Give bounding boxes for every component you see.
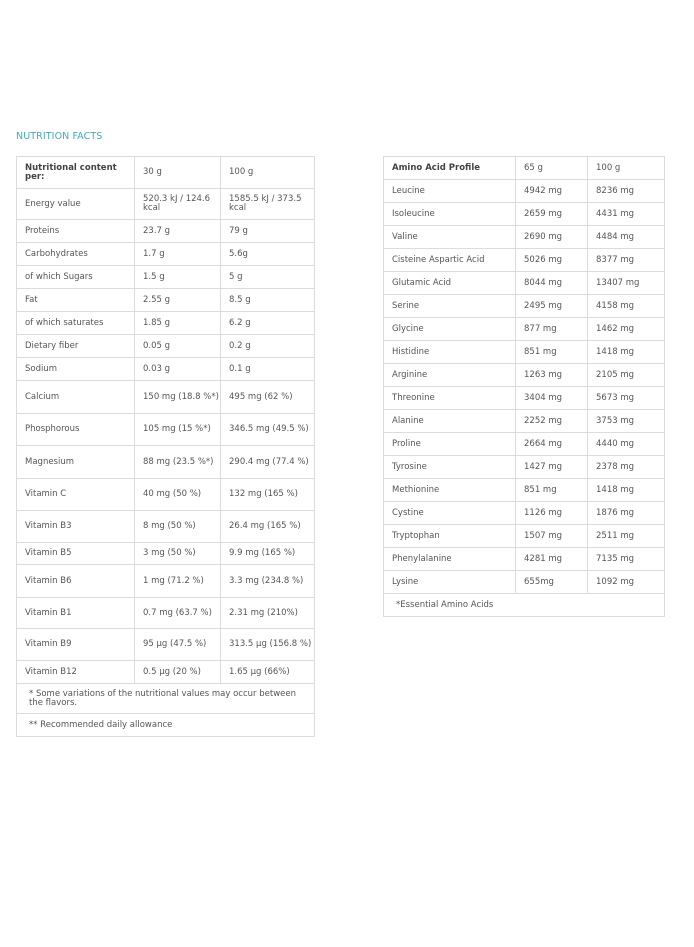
nutrient-name: Fat: [17, 289, 135, 312]
nutrient-name: Vitamin B9: [17, 629, 135, 661]
value-100g: 2.31 mg (210%): [221, 598, 315, 629]
value-100g: 4440 mg: [588, 433, 665, 456]
value-65g: 1263 mg: [516, 364, 588, 387]
nutrient-name: of which saturates: [17, 312, 135, 335]
table-row: [384, 571, 665, 594]
serving-30g-header: 30 g: [135, 157, 221, 189]
nutrient-name: Vitamin B6: [17, 565, 135, 598]
table-row: [17, 479, 315, 511]
table-row: [384, 387, 665, 410]
value-30g: 0.03 g: [135, 358, 221, 381]
serving-100g-header: 100 g: [221, 157, 315, 189]
serving-65g-header: 65 g: [516, 157, 588, 180]
amino-acid-name: Cisteine Aspartic Acid: [384, 249, 516, 272]
value-100g: 26.4 mg (165 %): [221, 511, 315, 543]
nutrient-name: Energy value: [17, 189, 135, 220]
value-100g: 8236 mg: [588, 180, 665, 203]
value-100g: 1418 mg: [588, 341, 665, 364]
value-100g: 9.9 mg (165 %): [221, 543, 315, 565]
value-100g: 5.6g: [221, 243, 315, 266]
value-65g: 2659 mg: [516, 203, 588, 226]
amino-acid-name: Cystine: [384, 502, 516, 525]
table-row: [384, 502, 665, 525]
value-100g: 2511 mg: [588, 525, 665, 548]
value-100g: 3753 mg: [588, 410, 665, 433]
value-30g: 1.5 g: [135, 266, 221, 289]
value-65g: 1427 mg: [516, 456, 588, 479]
nutrient-name: Vitamin B3: [17, 511, 135, 543]
table-row: [384, 226, 665, 249]
value-100g: 13407 mg: [588, 272, 665, 295]
amino-acid-name: Glycine: [384, 318, 516, 341]
nutrient-name: Vitamin C: [17, 479, 135, 511]
table-row: [384, 525, 665, 548]
value-65g: 1507 mg: [516, 525, 588, 548]
nutrient-name: Phosphorous: [17, 414, 135, 446]
table-row: [17, 243, 315, 266]
footnote-row: [17, 714, 315, 737]
value-30g: 0.05 g: [135, 335, 221, 358]
table-row: [17, 511, 315, 543]
table-row: [17, 543, 315, 565]
table-header-row: [384, 157, 665, 180]
value-100g: 2105 mg: [588, 364, 665, 387]
table-row: [384, 341, 665, 364]
value-100g: 0.1 g: [221, 358, 315, 381]
nutrient-name: Carbohydrates: [17, 243, 135, 266]
value-100g: 1876 mg: [588, 502, 665, 525]
value-100g: 495 mg (62 %): [221, 381, 315, 414]
amino-acid-name: Methionine: [384, 479, 516, 502]
table-row: [384, 203, 665, 226]
table-row: [17, 381, 315, 414]
value-65g: 2495 mg: [516, 295, 588, 318]
value-65g: 2690 mg: [516, 226, 588, 249]
value-30g: 8 mg (50 %): [135, 511, 221, 543]
nutrient-name: Vitamin B1: [17, 598, 135, 629]
value-30g: 40 mg (50 %): [135, 479, 221, 511]
amino-acid-name: Lysine: [384, 571, 516, 594]
nutrient-name: of which Sugars: [17, 266, 135, 289]
table-row: [384, 479, 665, 502]
value-100g: 313.5 µg (156.8 %): [221, 629, 315, 661]
table-row: [17, 565, 315, 598]
value-30g: 105 mg (15 %*): [135, 414, 221, 446]
footnote-variations: * Some variations of the nutritional values may occur between the flavors.: [17, 684, 315, 714]
value-100g: 1.65 µg (66%): [221, 661, 315, 684]
value-30g: 150 mg (18.8 %*): [135, 381, 221, 414]
nutrient-name: Sodium: [17, 358, 135, 381]
value-30g: 1 mg (71.2 %): [135, 565, 221, 598]
table-row: [17, 266, 315, 289]
value-65g: 2252 mg: [516, 410, 588, 433]
value-100g: 1092 mg: [588, 571, 665, 594]
amino-acid-table: [383, 156, 665, 617]
amino-acid-name: Tyrosine: [384, 456, 516, 479]
value-100g: 1418 mg: [588, 479, 665, 502]
amino-acid-name: Threonine: [384, 387, 516, 410]
value-100g: 5673 mg: [588, 387, 665, 410]
table-row: [384, 433, 665, 456]
nutrient-name: Proteins: [17, 220, 135, 243]
amino-acid-header: Amino Acid Profile: [384, 157, 516, 180]
table-row: [384, 180, 665, 203]
value-100g: 3.3 mg (234.8 %): [221, 565, 315, 598]
amino-acid-name: Serine: [384, 295, 516, 318]
table-row: [17, 189, 315, 220]
table-row: [384, 548, 665, 571]
value-30g: 520.3 kJ / 124.6 kcal: [135, 189, 221, 220]
value-65g: 1126 mg: [516, 502, 588, 525]
table-row: [17, 220, 315, 243]
value-30g: 1.7 g: [135, 243, 221, 266]
nutrient-name: Vitamin B5: [17, 543, 135, 565]
value-100g: 4484 mg: [588, 226, 665, 249]
amino-acid-name: Glutamic Acid: [384, 272, 516, 295]
value-100g: 4158 mg: [588, 295, 665, 318]
table-row: [384, 272, 665, 295]
value-30g: 2.55 g: [135, 289, 221, 312]
table-row: [17, 661, 315, 684]
value-65g: 3404 mg: [516, 387, 588, 410]
table-row: [17, 335, 315, 358]
table-row: [384, 364, 665, 387]
table-row: [17, 598, 315, 629]
nutrient-name: Calcium: [17, 381, 135, 414]
value-30g: 88 mg (23.5 %*): [135, 446, 221, 479]
value-65g: 877 mg: [516, 318, 588, 341]
value-100g: 79 g: [221, 220, 315, 243]
value-100g: 8377 mg: [588, 249, 665, 272]
footnote-row: [17, 684, 315, 714]
value-65g: 851 mg: [516, 341, 588, 364]
table-row: [384, 456, 665, 479]
nutrient-name: Magnesium: [17, 446, 135, 479]
value-65g: 5026 mg: [516, 249, 588, 272]
amino-acid-name: Alanine: [384, 410, 516, 433]
value-100g: 1462 mg: [588, 318, 665, 341]
amino-acid-name: Proline: [384, 433, 516, 456]
nutrient-name: Vitamin B12: [17, 661, 135, 684]
table-row: [17, 289, 315, 312]
table-row: [384, 249, 665, 272]
value-30g: 95 µg (47.5 %): [135, 629, 221, 661]
value-100g: 6.2 g: [221, 312, 315, 335]
value-30g: 1.85 g: [135, 312, 221, 335]
value-100g: 346.5 mg (49.5 %): [221, 414, 315, 446]
value-100g: 1585.5 kJ / 373.5 kcal: [221, 189, 315, 220]
value-100g: 5 g: [221, 266, 315, 289]
table-row: [17, 414, 315, 446]
nutrition-table: [16, 156, 315, 737]
section-heading: NUTRITION FACTS: [16, 131, 103, 142]
amino-acid-name: Isoleucine: [384, 203, 516, 226]
value-65g: 4281 mg: [516, 548, 588, 571]
value-100g: 8.5 g: [221, 289, 315, 312]
table-row: [17, 312, 315, 335]
footnote-row: [384, 594, 665, 617]
value-100g: 0.2 g: [221, 335, 315, 358]
nutrient-name: Dietary fiber: [17, 335, 135, 358]
footnote-rda: ** Recommended daily allowance: [17, 714, 315, 737]
nutrient-header: Nutritional content per:: [17, 157, 135, 189]
value-65g: 655mg: [516, 571, 588, 594]
value-65g: 8044 mg: [516, 272, 588, 295]
value-100g: 290.4 mg (77.4 %): [221, 446, 315, 479]
amino-acid-name: Tryptophan: [384, 525, 516, 548]
amino-acid-name: Histidine: [384, 341, 516, 364]
table-row: [384, 318, 665, 341]
table-row: [17, 358, 315, 381]
value-100g: 7135 mg: [588, 548, 665, 571]
table-row: [384, 410, 665, 433]
value-30g: 3 mg (50 %): [135, 543, 221, 565]
value-30g: 23.7 g: [135, 220, 221, 243]
value-30g: 0.7 mg (63.7 %): [135, 598, 221, 629]
value-100g: 132 mg (165 %): [221, 479, 315, 511]
amino-acid-name: Arginine: [384, 364, 516, 387]
amino-acid-name: Phenylalanine: [384, 548, 516, 571]
value-65g: 2664 mg: [516, 433, 588, 456]
value-30g: 0.5 µg (20 %): [135, 661, 221, 684]
value-100g: 2378 mg: [588, 456, 665, 479]
table-row: [17, 629, 315, 661]
serving-100g-header: 100 g: [588, 157, 665, 180]
value-65g: 4942 mg: [516, 180, 588, 203]
table-row: [384, 295, 665, 318]
footnote-essential: *Essential Amino Acids: [384, 594, 665, 617]
value-100g: 4431 mg: [588, 203, 665, 226]
value-65g: 851 mg: [516, 479, 588, 502]
amino-acid-name: Leucine: [384, 180, 516, 203]
table-row: [17, 446, 315, 479]
amino-acid-name: Valine: [384, 226, 516, 249]
table-header-row: [17, 157, 315, 189]
